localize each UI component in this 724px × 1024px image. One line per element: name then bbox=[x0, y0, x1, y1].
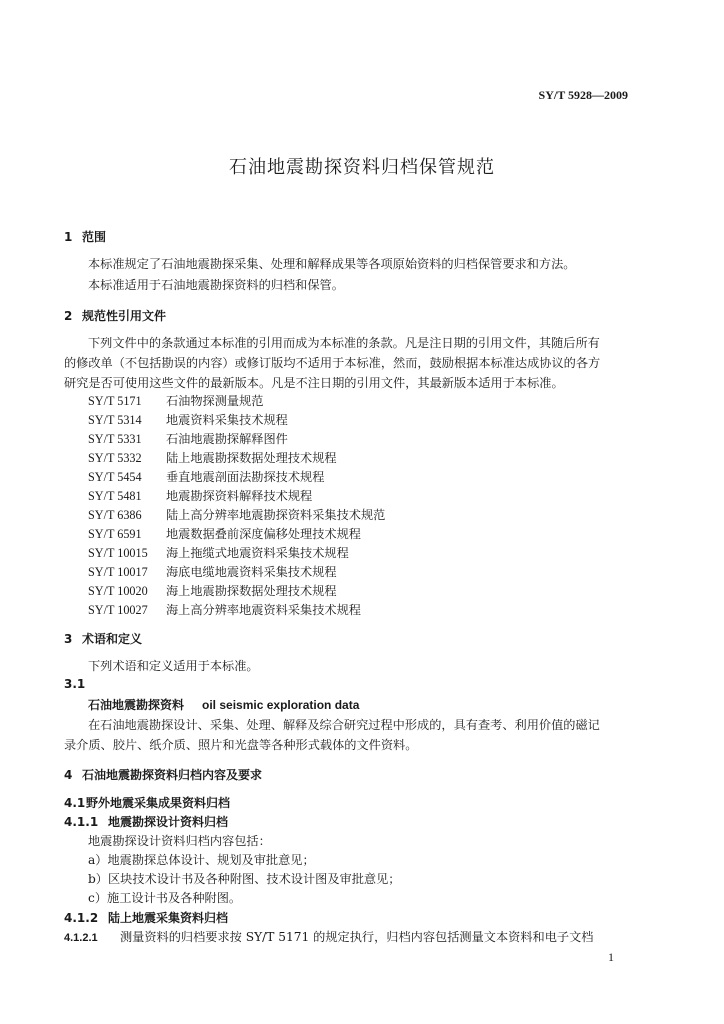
reference-code: SY/T 5332 bbox=[88, 451, 142, 465]
section-title: 范围 bbox=[82, 230, 107, 244]
definition-line: 在石油地震勘探设计、采集、处理、解释及综合研究过程中形成的，具有查考、利用价值的磁记 bbox=[88, 718, 600, 732]
standard-code: SY/T 5928—2009 bbox=[538, 88, 628, 102]
paragraph-line: 的修改单（不包括勘误的内容）或修订版均不适用于本标准，然而，鼓励根据本标准达成协议的各方 bbox=[64, 356, 601, 370]
paragraph: 下列术语和定义适用于本标准。 bbox=[88, 659, 259, 673]
section-4-heading bbox=[64, 766, 262, 783]
section-number: 3 bbox=[64, 632, 73, 646]
reference-item bbox=[88, 506, 385, 523]
subsection-number: 4.1.1 bbox=[64, 815, 99, 829]
reference-title: 海底电缆地震资料采集技术规程 bbox=[166, 565, 337, 579]
reference-code: SY/T 5454 bbox=[88, 470, 142, 484]
section-1-heading bbox=[64, 228, 106, 245]
reference-title: 垂直地震剖面法勘探技术规程 bbox=[166, 470, 325, 484]
paragraph-line: 下列文件中的条款通过本标准的引用而成为本标准的条款。凡是注日期的引用文件，其随后所有 bbox=[88, 336, 600, 350]
paragraph-text: 测量资料的归档要求按 SY/T 5171 的规定执行，归档内容包括测量文本资料和电子文档 bbox=[120, 930, 594, 944]
reference-code: SY/T 10020 bbox=[88, 584, 148, 598]
reference-item bbox=[88, 449, 337, 466]
paragraph-number: 4.1.2.1 bbox=[64, 932, 98, 944]
reference-item bbox=[88, 430, 288, 447]
paragraph-line: 研究是否可使用这些文件的最新版本。凡是不注日期的引用文件，其最新版本适用于本标准。 bbox=[64, 376, 564, 390]
reference-item bbox=[88, 487, 312, 504]
term-chinese: 石油地震勘探资料 bbox=[88, 698, 185, 712]
reference-title: 海上地震勘探数据处理技术规程 bbox=[166, 584, 337, 598]
reference-title: 陆上地震勘探数据处理技术规程 bbox=[166, 451, 337, 465]
numbered-paragraph bbox=[64, 928, 593, 945]
reference-title: 海上拖缆式地震资料采集技术规程 bbox=[166, 546, 349, 560]
list-item: a）地震勘探总体设计、规划及审批意见； bbox=[88, 853, 315, 867]
section-number: 1 bbox=[64, 230, 73, 244]
reference-title: 石油物探测量规范 bbox=[166, 394, 264, 408]
section-number: 4 bbox=[64, 768, 73, 782]
paragraph: 本标准适用于石油地震勘探资料的归档和保管。 bbox=[88, 278, 344, 292]
section-number: 2 bbox=[64, 309, 73, 323]
reference-code: SY/T 5481 bbox=[88, 489, 142, 503]
list-item: b）区块技术设计书及各种附图、技术设计图及审批意见； bbox=[88, 872, 401, 886]
reference-title: 地震数据叠前深度偏移处理技术规程 bbox=[166, 527, 361, 541]
reference-code: SY/T 5314 bbox=[88, 413, 142, 427]
definition-line: 录介质、胶片、纸介质、照片和光盘等各种形式载体的文件资料。 bbox=[64, 738, 418, 752]
section-title: 规范性引用文件 bbox=[82, 309, 167, 323]
page-title: 石油地震勘探资料归档保管规范 bbox=[229, 157, 495, 178]
reference-code: SY/T 10017 bbox=[88, 565, 148, 579]
subsection-title: 陆上地震采集资料归档 bbox=[108, 911, 229, 925]
reference-code: SY/T 5331 bbox=[88, 432, 142, 446]
reference-code: SY/T 10027 bbox=[88, 603, 148, 617]
term-english: oil seismic exploration data bbox=[202, 698, 360, 712]
list-item: c）施工设计书及各种附图。 bbox=[88, 891, 242, 905]
reference-item bbox=[88, 411, 288, 428]
reference-item bbox=[88, 392, 264, 409]
reference-code: SY/T 10015 bbox=[88, 546, 148, 560]
subsection-number: 4.1 bbox=[64, 796, 86, 810]
reference-title: 地震资料采集技术规程 bbox=[166, 413, 288, 427]
reference-title: 地震勘探资料解释技术规程 bbox=[166, 489, 313, 503]
reference-item bbox=[88, 563, 337, 580]
reference-item bbox=[88, 468, 324, 485]
page-number: 1 bbox=[608, 950, 614, 964]
term-number: 3.1 bbox=[64, 677, 86, 691]
reference-item bbox=[88, 582, 337, 599]
reference-code: SY/T 5171 bbox=[88, 394, 142, 408]
reference-title: 石油地震勘探解释图件 bbox=[166, 432, 288, 446]
subsection-4-1-2-heading bbox=[64, 909, 228, 926]
section-title: 石油地震勘探资料归档内容及要求 bbox=[82, 768, 263, 782]
subsection-4-1-1-heading bbox=[64, 813, 228, 830]
reference-title: 海上高分辨率地震资料采集技术规程 bbox=[166, 603, 361, 617]
reference-item bbox=[88, 544, 349, 561]
subsection-title: 地震勘探设计资料归档 bbox=[108, 815, 229, 829]
section-2-heading bbox=[64, 307, 166, 324]
section-title: 术语和定义 bbox=[82, 632, 143, 646]
reference-item bbox=[88, 601, 361, 618]
section-3-heading bbox=[64, 630, 142, 647]
paragraph: 本标准规定了石油地震勘探采集、处理和解释成果等各项原始资料的归档保管要求和方法。 bbox=[88, 257, 576, 271]
subsection-4-1-heading bbox=[64, 794, 230, 811]
subsection-title: 野外地震采集成果资料归档 bbox=[86, 796, 231, 810]
reference-title: 陆上高分辨率地震勘探资料采集技术规范 bbox=[166, 508, 386, 522]
reference-code: SY/T 6386 bbox=[88, 508, 142, 522]
reference-item bbox=[88, 525, 361, 542]
subsection-number: 4.1.2 bbox=[64, 911, 99, 925]
term-heading bbox=[88, 696, 359, 713]
reference-code: SY/T 6591 bbox=[88, 527, 142, 541]
paragraph: 地震勘探设计资料归档内容包括： bbox=[88, 834, 271, 848]
